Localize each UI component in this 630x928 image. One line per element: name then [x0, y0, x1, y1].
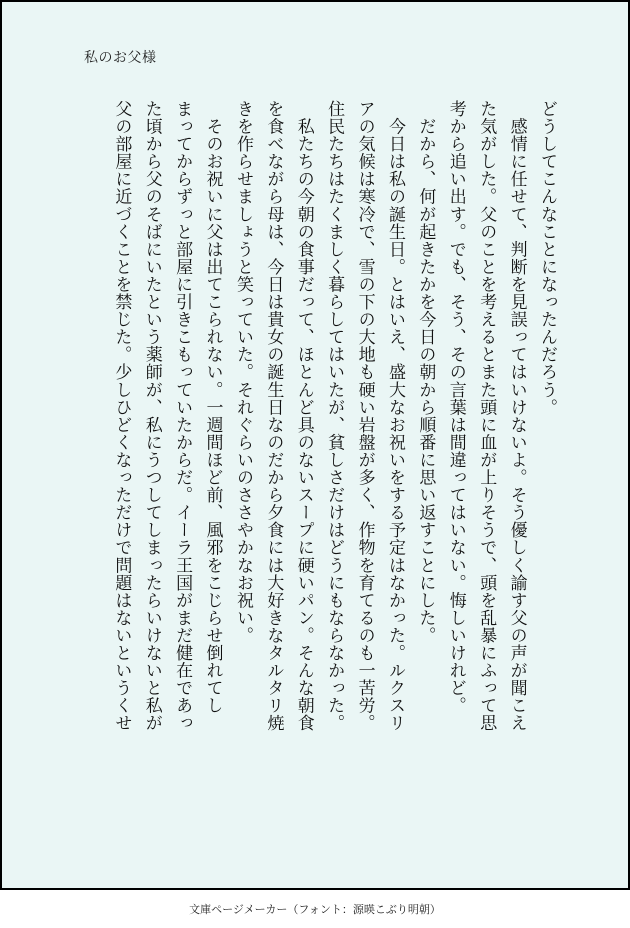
text-line: 住民たちはたくましく暮らしてはいたが、貧しさだけはどうにもならなかった。: [324, 100, 345, 732]
text-line: どうしてこんなことになったんだろう。: [537, 100, 557, 416]
text-line: きを作らせましょうと笑っていた。それぐらいのささやかなお祝い。: [232, 100, 253, 645]
text-line: を食べながら母は、今日は貴女の誕生日なのだから夕食には大好きなタルタリ焼: [263, 100, 284, 732]
text-line: 考から追い出す。でも、そう、その言葉は間違ってはいない。悔しいけれど。: [445, 100, 466, 715]
chapter-title: 私のお父様: [84, 50, 157, 66]
vertical-body-text: [106, 100, 562, 800]
footer-credit: 文庫ページメーカー（フォント：源暎こぶり明朝）: [189, 903, 441, 916]
text-line: 父の部屋に近づくことを禁じた。少しひどくなっただけで問題はないというくせ: [111, 100, 132, 732]
text-line: 私たちの今朝の食事だって、ほとんど具のないスープに硬いパン。そんな朝食: [293, 100, 314, 732]
text-line: アの気候は寒冷で、雪の下の大地も硬い岩盤が多く、作物を育てるのも一苦労。: [354, 100, 375, 732]
text-line: た気がした。父のことを考えるとまた頭に血が上りそうで、頭を乱暴にふって思: [476, 100, 497, 732]
text-line: 今日は私の誕生日。とはいえ、盛大なお祝いをする予定はなかった。ルクスリ: [384, 100, 405, 732]
text-line: 感情に任せて、判断を見誤ってはいけないよ。そう優しく諭す父の声が聞こえ: [506, 100, 527, 732]
text-line: た頃から父のそばにいたという薬師が、私にうつしてしまったらいけないと私が: [141, 100, 162, 732]
text-line: そのお祝いに父は出てこられない。一週間ほど前、風邪をこじらせ倒れてし: [202, 100, 223, 715]
text-line: まってからずっと部屋に引きこもっていたからだ。イーラ王国がまだ健在であっ: [172, 100, 193, 732]
text-line: だから、何が起きたかを今日の朝から順番に思い返すことにした。: [415, 100, 436, 645]
